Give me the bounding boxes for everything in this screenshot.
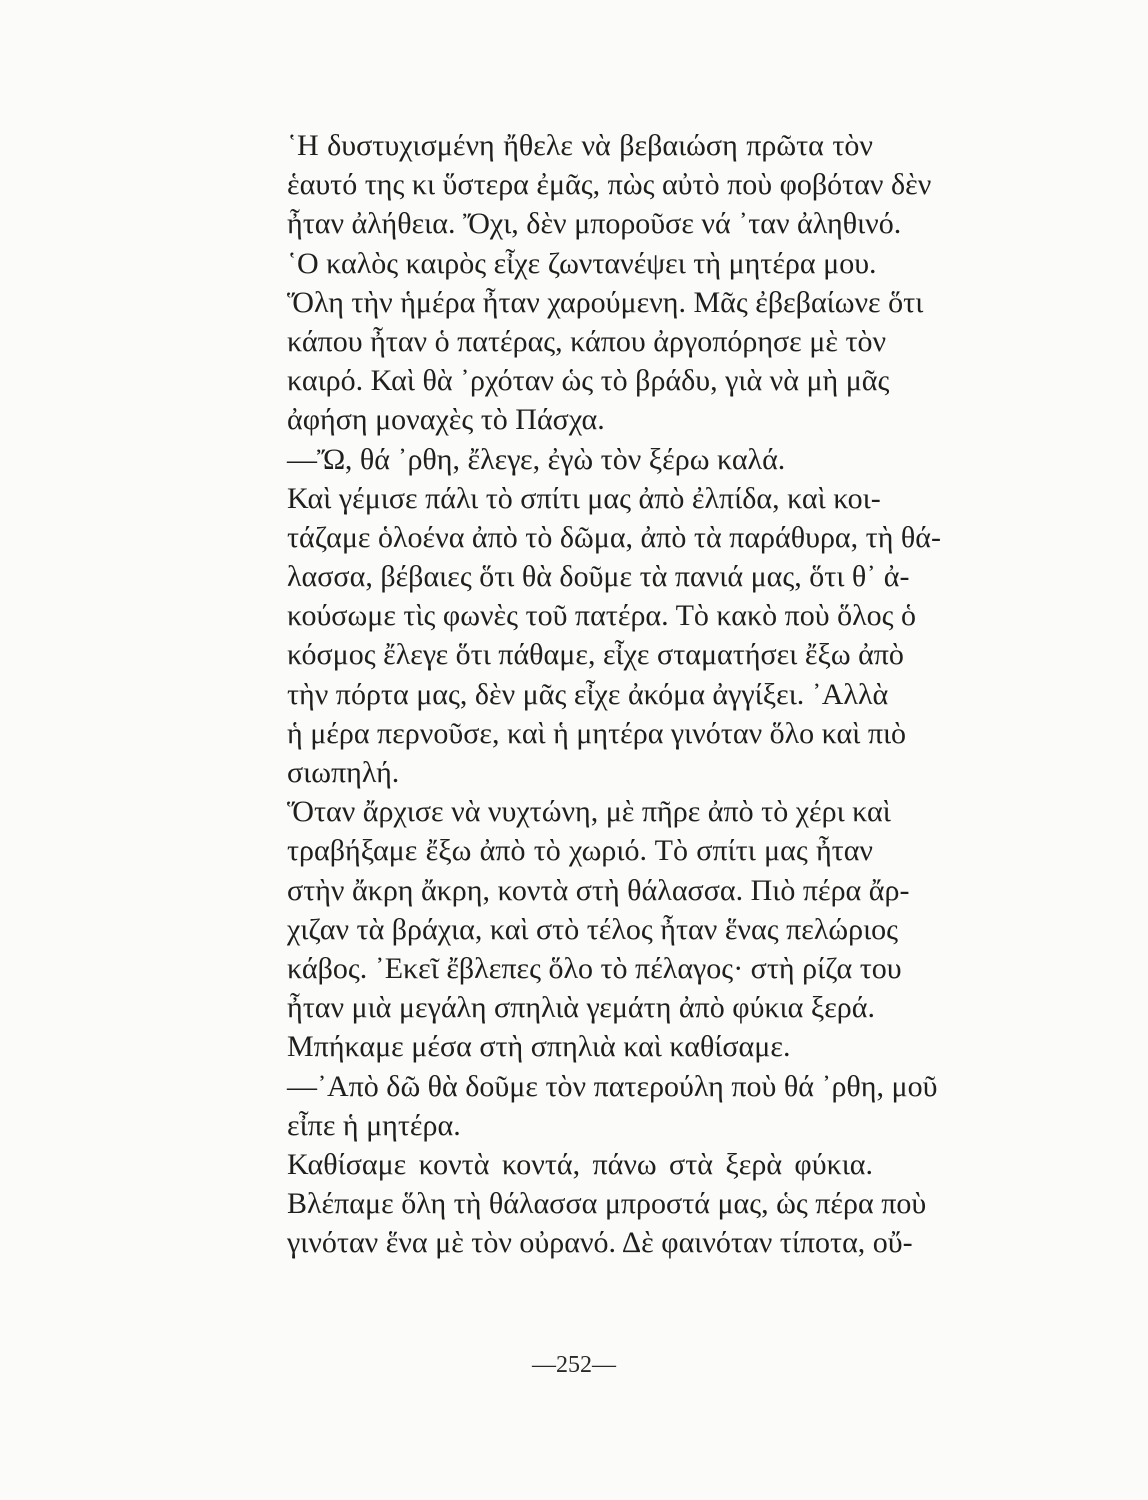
text-line: κόσμος ἔλεγε ὅτι πάθαμε, εἶχε σταματήσει ἔξω ἀπὸ bbox=[287, 638, 904, 672]
text-line: ἡ μέρα περνοῦσε, καὶ ἡ μητέρα γινόταν ὅλο καὶ πιὸ bbox=[287, 716, 907, 750]
page-number: —252— bbox=[532, 1352, 616, 1378]
text-line: ἀφήση μοναχὲς τὸ Πάσχα. bbox=[287, 403, 605, 437]
text-line: Βλέπαμε ὅλη τὴ θάλασσα μπροστά μας, ὡς πέρα ποὺ bbox=[287, 1187, 927, 1221]
text-line: Ὅλη τὴν ἡμέρα ἦταν χαρούμενη. Μᾶς ἐβεβαίωνε ὅτι bbox=[287, 285, 924, 319]
text-line: Μπήκαμε μέσα στὴ σπηλιὰ καὶ καθίσαμε. bbox=[287, 1030, 791, 1064]
body-text bbox=[287, 126, 941, 1262]
text-line: καιρό. Καὶ θὰ ᾿ρχόταν ὡς τὸ βράδυ, γιὰ νὰ μὴ μᾶς bbox=[287, 364, 890, 398]
text-line: —᾿Απὸ δῶ θὰ δοῦμε τὸν πατερούλη ποὺ θά ᾿ρθη, μοῦ bbox=[287, 1069, 938, 1103]
text-line: εἶπε ἡ μητέρα. bbox=[287, 1108, 461, 1142]
text-line: ἑαυτό της κι ὕστερα ἐμᾶς, πὼς αὐτὸ ποὺ φοβόταν δὲν bbox=[287, 168, 932, 202]
text-line: Ὅταν ἄρχισε νὰ νυχτώνη, μὲ πῆρε ἀπὸ τὸ χέρι καὶ bbox=[287, 795, 891, 829]
text-line: τραβήξαμε ἔξω ἀπὸ τὸ χωριό. Τὸ σπίτι μας ἦταν bbox=[287, 834, 873, 868]
text-line: λασσα, βέβαιες ὅτι θὰ δοῦμε τὰ πανιά μας, ὅτι θ᾿ ἀ- bbox=[287, 560, 910, 594]
text-line: κάπου ἦταν ὁ πατέρας, κάπου ἀργοπόρησε μὲ τὸν bbox=[287, 324, 887, 358]
text-line: τάζαμε ὁλοένα ἀπὸ τὸ δῶμα, ἀπὸ τὰ παράθυρα, τὴ θά- bbox=[287, 520, 941, 554]
text-line: —Ὤ, θά ᾿ρθη, ἔλεγε, ἐγὼ τὸν ξέρω καλά. bbox=[287, 442, 786, 476]
text-line: σιωπηλή. bbox=[287, 756, 400, 789]
text-line: ἦταν ἀλήθεια. Ὄχι, δὲν μποροῦσε νά ᾿ταν ἀληθινό. bbox=[287, 207, 902, 241]
text-line: ἦταν μιὰ μεγάλη σπηλιὰ γεμάτη ἀπὸ φύκια ξερά. bbox=[287, 991, 875, 1025]
text-line: κούσωμε τὶς φωνὲς τοῦ πατέρα. Τὸ κακὸ ποὺ ὅλος ὁ bbox=[287, 599, 917, 633]
text-line: χιζαν τὰ βράχια, καὶ στὸ τέλος ἦταν ἕνας πελώριος bbox=[287, 912, 899, 946]
text-line: Καθίσαμε κοντὰ κοντά, πάνω στὰ ξερὰ φύκια. bbox=[287, 1147, 873, 1181]
text-line: Καὶ γέμισε πάλι τὸ σπίτι μας ἀπὸ ἐλπίδα, καὶ κοι- bbox=[287, 481, 881, 515]
text-line: τὴν πόρτα μας, δὲν μᾶς εἶχε ἀκόμα ἀγγίξει. ᾿Αλλὰ bbox=[287, 677, 889, 711]
text-line: ῾Ο καλὸς καιρὸς εἶχε ζωντανέψει τὴ μητέρα μου. bbox=[287, 246, 877, 280]
text-line: γινόταν ἕνα μὲ τὸν οὐρανό. Δὲ φαινόταν τίποτα, οὔ- bbox=[287, 1226, 913, 1260]
text-line: κάβος. ᾿Εκεῖ ἔβλεπες ὅλο τὸ πέλαγος· στὴ ρίζα του bbox=[287, 951, 902, 985]
text-line: ῾Η δυστυχισμένη ἤθελε νὰ βεβαιώση πρῶτα τὸν bbox=[287, 129, 873, 162]
text-line: στὴν ἄκρη ἄκρη, κοντὰ στὴ θάλασσα. Πιὸ πέρα ἄρ- bbox=[287, 873, 910, 907]
